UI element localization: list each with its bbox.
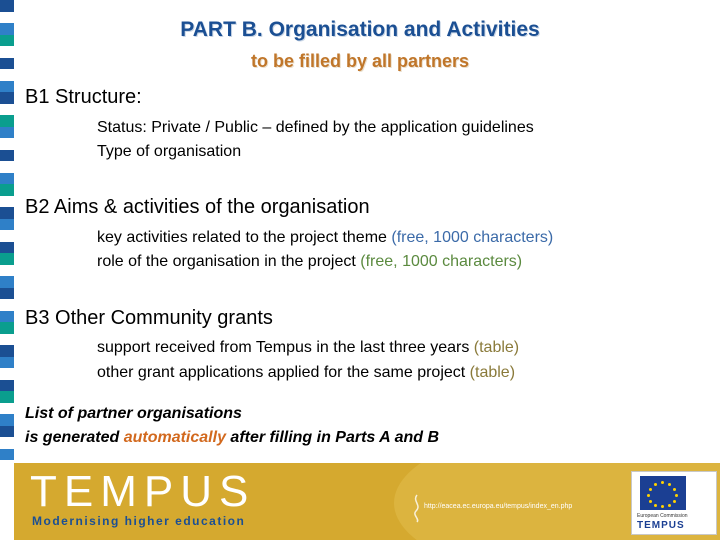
section-heading-b3: B3 Other Community grants: [25, 307, 273, 329]
note-highlight: automatically: [123, 429, 226, 446]
brand-tempus-label: TEMPUS: [637, 520, 685, 531]
b3-line-support: support received from Tempus in the last three years (table): [97, 339, 520, 356]
b2-line-role-note: (free, 1000 characters): [360, 253, 523, 270]
b2-line-key-activities: key activities related to the project theme (free, 1000 characters): [97, 229, 554, 246]
footer-url-link[interactable]: http://eacea.ec.europa.eu/tempus/index_en.php: [424, 503, 573, 510]
footer-banner: [14, 463, 720, 540]
b3-line-other-grants: other grant applications applied for the same project (table): [97, 364, 516, 381]
page-subtitle: to be filled by all partners: [250, 51, 470, 71]
b1-line-status: Status: Private / Public – defined by the application guidelines: [97, 119, 534, 136]
b2-line-key-activities-note: (free, 1000 characters): [391, 229, 554, 246]
page-title: PART B. Organisation and Activities: [180, 18, 540, 41]
b3-line-other-grants-note: (table): [469, 364, 516, 381]
note-line-1: List of partner organisations: [25, 405, 242, 422]
eu-flag-icon: [640, 476, 686, 510]
eu-tempus-brand-box: [631, 471, 717, 535]
section-heading-b2: B2 Aims & activities of the organisation: [25, 196, 370, 218]
b3-line-support-note: (table): [473, 339, 520, 356]
tempus-tagline: Modernising higher education: [32, 514, 246, 528]
tempus-logo: TEMPUS: [30, 467, 256, 516]
b2-line-role: role of the organisation in the project (free, 1000 characters): [97, 253, 523, 270]
note-line-2: is generated automatically after filling in Parts A and B: [25, 429, 440, 446]
b1-line-type: Type of organisation: [97, 143, 242, 160]
section-heading-b1: B1 Structure:: [25, 86, 142, 108]
page-curl-icon: [410, 493, 424, 523]
european-commission-label: European Commission: [637, 513, 688, 519]
